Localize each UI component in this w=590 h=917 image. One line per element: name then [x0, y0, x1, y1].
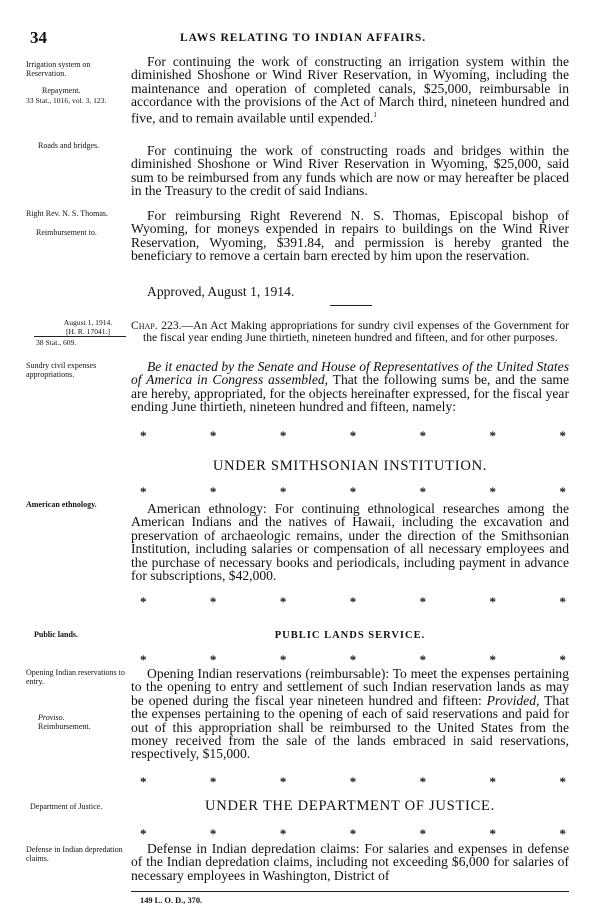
margin-note-american-ethnology: American ethnology. — [26, 500, 97, 509]
paragraph-defense: Defense in Indian depredation claims: For salaries and expenses in defense of the Indian depredation claims, including not exceeding $6,000 for salaries of necessary employees in Washington, District of — [131, 841, 569, 883]
enacting-italic: Be it enacted by the Senate and House of Representatives of the United States of America in Congress assembled, — [131, 359, 569, 388]
star: * — [279, 428, 287, 443]
star: * — [349, 484, 357, 499]
chapter-title — [131, 320, 569, 345]
running-head: LAWS RELATING TO INDIAN AFFAIRS. — [180, 32, 427, 44]
footnote-marker: 1 — [373, 110, 377, 119]
paragraph-irrigation — [131, 55, 569, 125]
enacting-rest: That the following sums be, and the same are hereby, appropriated, for the objects hereinafter expressed, for the fiscal year ending June thirtieth, nineteen hundred and fifteen, namely: — [131, 372, 570, 415]
star: * — [419, 594, 427, 609]
star: * — [489, 826, 497, 841]
star: * — [349, 826, 357, 841]
margin-note-defense: Defense in Indian depredation claims. — [26, 845, 123, 863]
star: * — [209, 826, 217, 841]
margin-note-justice: Department of Justice. — [30, 802, 103, 811]
margin-note-stat-609: 38 Stat., 609. — [36, 338, 77, 347]
footnote: 149 L. O. D., 370. — [140, 896, 203, 905]
star: * — [209, 594, 217, 609]
star: * — [209, 652, 217, 667]
footnote-rule — [131, 891, 569, 892]
star: * — [419, 652, 427, 667]
star: * — [489, 652, 497, 667]
star: * — [279, 652, 287, 667]
ellipsis-stars-2 — [140, 484, 566, 500]
margin-note-stat-ref: 33 Stat., 1016, vol. 3, 123. — [26, 96, 107, 105]
paragraph-roads: For continuing the work of constructing roads and bridges within the diminished Shoshone or Wind River Reservation in Wyoming, $25,000, said sum to be reimbursed from any funds which are now or may hereafter be placed in the Treasury to the credit of said Indians. — [131, 143, 569, 199]
star: * — [279, 774, 287, 789]
star: * — [489, 774, 497, 789]
opening-text-b: That the expenses pertaining to the opening of each of said reservations and paid for out of this appropriation shall be reimbursed to the United States from the money received from the sale of the lands embraced in said reservations, respectively, $15,000. — [131, 692, 569, 762]
margin-note-roads: Roads and bridges. — [38, 141, 100, 150]
chapter-text: —An Act Making appropriations for sundry civil expenses of the Government for the fiscal year ending June thirtieth, nineteen hundred and fifteen, and for other purposes. — [143, 319, 569, 345]
margin-note-irrigation: Irrigation system on Reservation. — [26, 60, 91, 78]
star: * — [140, 484, 147, 499]
margin-note-proviso: Proviso. — [38, 713, 65, 722]
opening-text-a: Opening Indian reservations (reimbursable): To meet the expenses pertaining to the opening to entry and settlement of such Indian reservation lands as may be opened during the fiscal year nineteen hundred and fifteen: — [131, 666, 569, 708]
margin-note-opening: Opening Indian reservations to entry. — [26, 668, 125, 686]
star: * — [140, 428, 147, 443]
star: * — [489, 428, 497, 443]
star: * — [349, 594, 357, 609]
star: * — [559, 826, 566, 841]
star: * — [489, 594, 497, 609]
star: * — [419, 826, 427, 841]
paragraph-irrigation-text: For continuing the work of constructing an irrigation system within the diminished Shoshone or Wind River Reservation, in Wyoming, including the maintenance and operation of completed canals, $25,000, reimbursable in accordance with the provisions of the Act of March third, nineteen hundred and five, and to remain available until expended. — [131, 54, 569, 126]
star: * — [209, 428, 217, 443]
star: * — [279, 484, 287, 499]
star: * — [209, 774, 217, 789]
star: * — [419, 774, 427, 789]
margin-note-bill: [H. R. 17041.] — [65, 327, 111, 336]
ellipsis-stars-6 — [140, 826, 566, 842]
enacting-clause — [131, 360, 569, 414]
star: * — [209, 484, 217, 499]
paragraph-opening-reservations — [131, 667, 569, 761]
page-number: 34 — [30, 28, 47, 47]
ellipsis-stars-3 — [140, 594, 566, 610]
chapter-label: Chap. 223. — [131, 319, 182, 332]
star: * — [559, 652, 566, 667]
star: * — [140, 826, 147, 841]
star: * — [279, 826, 287, 841]
approval-line: Approved, August 1, 1914. — [147, 284, 295, 299]
paragraph-thomas: For reimbursing Right Reverend N. S. Thomas, Episcopal bishop of Wyoming, for moneys expended in repairs to buildings on the Wind River Reservation, Wyoming, $391.84, and permission is hereby granted the beneficiary to remove a certain barn erected by him upon the reservation. — [131, 208, 569, 264]
star: * — [349, 774, 357, 789]
ellipsis-stars-5 — [140, 774, 566, 790]
heading-public-lands: PUBLIC LANDS SERVICE. — [274, 630, 426, 641]
star: * — [559, 484, 566, 499]
margin-note-date: August 1, 1914. — [63, 318, 113, 327]
paragraph-american-ethnology: American ethnology: For continuing ethnological researches among the American Indians and the natives of Hawaii, including the excavation and preservation of archaeologic remains, under the direction of the Smithsonian Institution, including salaries or compensation of all necessary employees and the purchase of necessary books and periodicals, including payment in advance for subscriptions, $42,000. — [131, 501, 569, 584]
margin-note-sundry: Sundry civil expenses appropriations. — [26, 361, 97, 379]
star: * — [349, 652, 357, 667]
margin-note-reimbursement-2: Reimbursement. — [38, 722, 91, 731]
star: * — [419, 428, 427, 443]
proviso-word: Provided, — [486, 692, 540, 708]
margin-rule — [34, 336, 126, 337]
margin-note-public-lands: Public lands. — [34, 630, 79, 639]
ellipsis-stars-1 — [140, 428, 566, 444]
star: * — [279, 594, 287, 609]
heading-smithsonian: UNDER SMITHSONIAN INSTITUTION. — [212, 458, 488, 474]
star: * — [140, 774, 147, 789]
heading-justice: UNDER THE DEPARTMENT OF JUSTICE. — [204, 798, 496, 814]
star: * — [419, 484, 427, 499]
margin-note-reimbursement: Reimbursement to. — [36, 228, 97, 237]
star: * — [489, 484, 497, 499]
star: * — [559, 428, 566, 443]
margin-note-repayment: Repayment. — [42, 86, 81, 95]
star: * — [140, 652, 147, 667]
section-rule — [330, 305, 372, 306]
star: * — [140, 594, 147, 609]
margin-note-thomas: Right Rev. N. S. Thomas. — [26, 209, 109, 218]
star: * — [349, 428, 357, 443]
star: * — [559, 594, 566, 609]
star: * — [559, 774, 566, 789]
